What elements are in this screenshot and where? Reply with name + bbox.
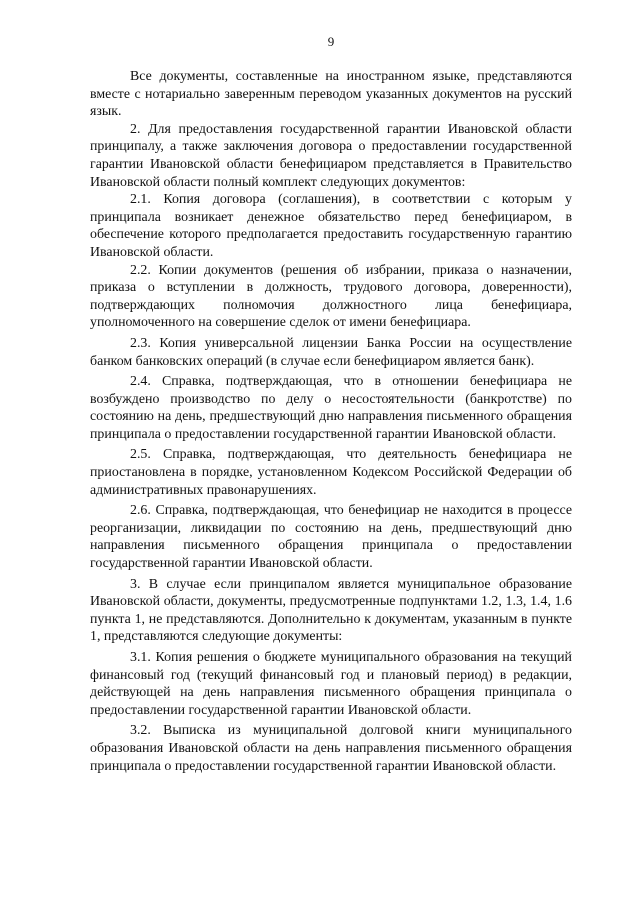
- paragraph-item-2-5: 2.5. Справка, подтверждающая, что деятельность бенефициара не приостановлена в порядке, установленном Кодексом Российской Федерации об административных правонарушениях.: [90, 447, 572, 498]
- paragraph-item-3: 3. В случае если принципалом является муниципальное образование Ивановской области, документы, предусмотренные подпунктами 1.2, 1.3, 1.4, 1.6 пункта 1, не представляются. Дополнительно к документам, указанным в пункте 1, представляются следующие документы:: [90, 576, 572, 645]
- paragraph-item-2-4: 2.4. Справка, подтверждающая, что в отношении бенефициара не возбуждено производство по делу о несостоятельности (банкротстве) по состоянию на день, предшествующий дню направления письменного обращения принципала о предоставлении государственной гарантии Ивановской области.: [90, 374, 572, 442]
- paragraph-item-3-2: 3.2. Выписка из муниципальной долговой книги муниципального образования Ивановской области на день направления письменного обращения принципала о предоставлении государственной гарантии Ивановской области.: [90, 723, 572, 774]
- page-number: 9: [327, 34, 335, 49]
- paragraph-item-2-6: 2.6. Справка, подтверждающая, что бенефициар не находится в процессе реорганизации, ликвидации по состоянию на день, предшествующий дню направления письменного обращения принципала о предоставлении государственной гарантии Ивановской области.: [90, 503, 572, 572]
- paragraph-item-2-2: 2.2. Копии документов (решения об избрании, приказа о назначении, приказа о вступлении в должность, трудового договора, доверенности), подтверждающих полномочия должностного лица бенефициара, уполномоченного на совершение сделок от имени бенефициара.: [90, 262, 572, 331]
- paragraph-item-2: 2. Для предоставления государственной гарантии Ивановской области принципалу, а также заключения договора о предоставлении государственной гарантии Ивановской области бенефициаром представляется в Правительство Ивановской области полный комплект следующих документов:: [90, 121, 572, 190]
- paragraph-item-2-3: 2.3. Копия универсальной лицензии Банка России на осуществление банком банковских операций (в случае если бенефициаром является банк).: [90, 335, 572, 369]
- paragraph-item-2-1: 2.1. Копия договора (соглашения), в соответствии с которым у принципала возникает денежное обязательство перед бенефициаром, в обеспечение которого предполагается предоставить государственную гарантию Ивановской области.: [90, 192, 572, 260]
- paragraph-item-3-1: 3.1. Копия решения о бюджете муниципального образования на текущий финансовый год (текущий финансовый год и плановый период) в редакции, действующей на день направления письменного обращения принципала о предоставлении государственной гарантии Ивановской области.: [90, 650, 572, 718]
- paragraph-foreign-documents: Все документы, составленные на иностранном языке, представляются вместе с нотариально заверенным переводом указанных документов на русский язык.: [90, 69, 572, 120]
- document-body: [90, 68, 572, 775]
